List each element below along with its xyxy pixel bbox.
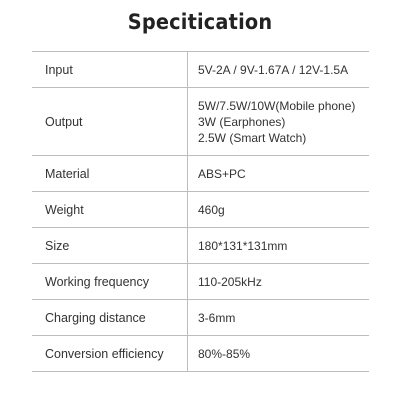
row-value xyxy=(187,192,369,227)
value-line: 80%-85% xyxy=(198,346,251,361)
row-label: Conversion efficiency xyxy=(45,346,164,361)
table-row-input xyxy=(32,52,369,88)
row-value xyxy=(187,336,369,371)
table-row-conversion-efficiency xyxy=(32,336,369,372)
row-label: Weight xyxy=(45,202,84,217)
table-row-weight xyxy=(32,192,369,228)
value-line: 5V-2A / 9V-1.67A / 12V-1.5A xyxy=(198,62,349,77)
row-label: Working frequency xyxy=(45,274,149,289)
value-line: 2.5W (Smart Watch) xyxy=(198,130,307,145)
value-line: 5W/7.5W/10W(Mobile phone) xyxy=(198,98,356,113)
value-line: 3-6mm xyxy=(198,310,236,325)
row-value xyxy=(187,228,369,263)
row-value xyxy=(187,88,369,155)
table-row-size xyxy=(32,228,369,264)
value-line: 110-205kHz xyxy=(198,274,262,289)
table-row-material xyxy=(32,156,369,192)
row-value xyxy=(187,300,369,335)
row-label: Material xyxy=(45,166,90,181)
specification-table xyxy=(32,51,369,372)
page-title: Specitication xyxy=(127,10,273,34)
value-line: 3W (Earphones) xyxy=(198,114,286,129)
value-line: 180*131*131mm xyxy=(198,238,288,253)
table-row-working-frequency xyxy=(32,264,369,300)
value-line: ABS+PC xyxy=(198,166,246,181)
row-value xyxy=(187,156,369,191)
table-row-charging-distance xyxy=(32,300,369,336)
row-value xyxy=(187,264,369,299)
row-label: Input xyxy=(45,62,73,77)
row-label: Size xyxy=(45,238,70,253)
row-label: Output xyxy=(45,114,83,129)
row-value xyxy=(187,52,369,87)
row-label: Charging distance xyxy=(45,310,146,325)
value-line: 460g xyxy=(198,202,225,217)
table-row-output xyxy=(32,88,369,156)
